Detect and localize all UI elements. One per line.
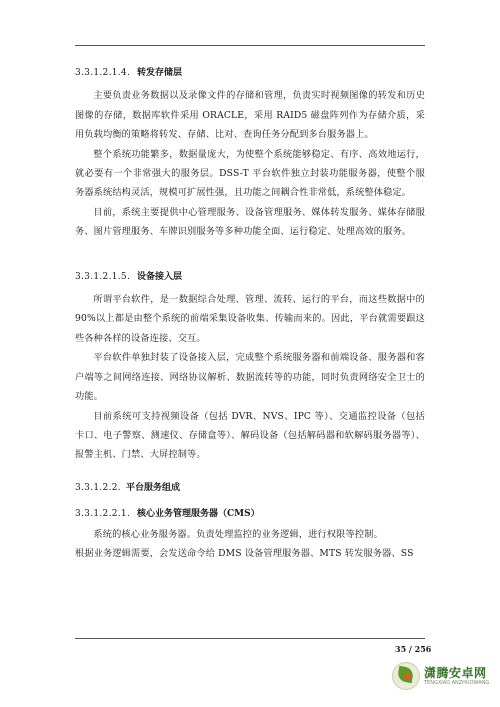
leaf-logo-icon [392, 662, 420, 690]
page-number: 35 / 256 [395, 644, 432, 654]
section-title: 平台服务组成 [126, 482, 181, 493]
section-number: 3.3.1.2.1.5. [75, 271, 131, 282]
document-body [75, 64, 425, 563]
site-watermark [392, 656, 492, 696]
watermark-subtext: TENGXIAO ANZHUOWANG [424, 679, 490, 686]
section-heading [75, 268, 425, 287]
paragraph: 系统的核心业务服务器。负责处理监控的业务逻辑，进行权限等控制。 [93, 528, 383, 540]
paragraph: 主要负责业务数据以及录像文件的存储和管理，负责实时视频图像的转发和历史图像的存储，数据库软件采用 ORACLE，采用 RAID5 磁盘阵列作为存储介质，采用负载均衡的策略将转发、存储、比对、查询任务分配到多台服务器上。 [75, 90, 425, 141]
section-title: 核心业务管理服务器（CMS） [137, 509, 260, 520]
paragraph: 平台软件单独封装了设备接入层，完成整个系统服务器和前端设备、服务器和客户端等之间网络连接、网络协议解析、数据流转等的功能，同时负责网络安全卫士的功能。 [75, 352, 425, 403]
section-heading [75, 64, 425, 83]
section-number: 3.3.1.2.1.4. [75, 68, 131, 78]
footer-rule [75, 638, 425, 639]
paragraph: 目前，系统主要提供中心管理服务、设备管理服务、媒体转发服务、媒体存储服务、图片管理服务、车牌识别服务等多种功能全面、运行稳定、处理高效的服务。 [75, 206, 425, 238]
section-heading [75, 505, 425, 524]
watermark-text: 潇腾安卓网 [424, 665, 487, 680]
section-heading [75, 479, 425, 498]
header-rule [75, 45, 425, 46]
paragraph: 整个系统功能繁多，数据量庞大，为使整个系统能够稳定、有序、高效地运行，就必要有一个非常强大的服务层。DSS-T 平台软件独立封装功能服务器，使整个服务器系统结构灵活，规模可扩展性强，且功能之间耦合性非常低，系统整体稳定。 [75, 148, 425, 199]
section-number: 3.3.1.2.2. [75, 482, 121, 493]
section-number: 3.3.1.2.2.1. [75, 509, 131, 520]
paragraph: 目前系统可支持视频设备（包括 DVR、NVS、IPC 等）、交通监控设备（包括卡口、电子警察、测速仪、存储盒等）、解码设备（包括解码器和软解码服务器等）、报警主机、门禁、大屏控制等。 [75, 410, 425, 461]
section-title: 设备接入层 [137, 271, 183, 282]
paragraph: 根据业务逻辑需要，会发送命令给 DMS 设备管理服务器、MTS 转发服务器、SS [75, 547, 414, 559]
paragraph: 所谓平台软件，是一数据综合处理、管理、流转、运行的平台，而这些数据中的 90%以上都是由整个系统的前端采集设备收集、传输而来的。因此，平台就需要跟这些各种各样的设备连接、交互。 [75, 294, 425, 344]
section-title: 转发存储层 [137, 68, 183, 78]
